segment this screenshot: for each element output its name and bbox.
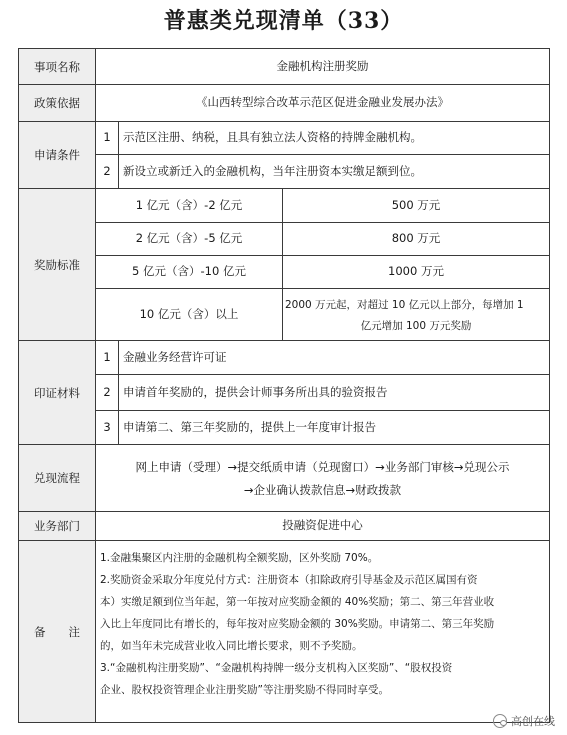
note-line: 2.奖励资金采取分年度兑付方式：注册资本（扣除政府引导基金及示范区属国有资 xyxy=(100,574,478,586)
watermark xyxy=(493,713,555,729)
tier-award: 800 万元 xyxy=(282,222,550,256)
condition-text: 示范区注册、纳税，且具有独立法人资格的持牌金融机构。 xyxy=(118,121,550,155)
condition-text: 新设立或新迁入的金融机构，当年注册资本实缴足额到位。 xyxy=(118,154,550,189)
process-label: 兑现流程 xyxy=(18,444,96,512)
condition-number: 1 xyxy=(95,121,119,155)
note-line: 1.金融集聚区内注册的金融机构全额奖励，区外奖励 70%。 xyxy=(100,552,379,564)
policy-basis-value: 《山西转型综合改革示范区促进金融业发展办法》 xyxy=(95,84,550,122)
process-flow xyxy=(95,444,550,512)
item-name-value: 金融机构注册奖励 xyxy=(95,48,550,85)
material-number: 2 xyxy=(95,374,119,411)
material-text: 申请首年奖励的，提供会计师事务所出具的验资报告 xyxy=(118,374,550,411)
material-text: 金融业务经营许可证 xyxy=(118,340,550,375)
note-line: 的，如当年未完成营业收入同比增长要求，则不予奖励。 xyxy=(100,640,363,652)
tier-award xyxy=(282,288,550,341)
watermark-text: 高创在线 xyxy=(511,715,555,728)
tier-award: 500 万元 xyxy=(282,188,550,223)
note-line: 入比上年度同比有增长的，每年按对应奖励金额的 30%奖励。申请第二、第三年奖励 xyxy=(100,618,495,630)
notes-label: 备 注 xyxy=(18,540,96,723)
department-label: 业务部门 xyxy=(18,511,96,541)
conditions-label: 申请条件 xyxy=(18,121,96,189)
item-name-label: 事项名称 xyxy=(18,48,96,85)
material-number: 1 xyxy=(95,340,119,375)
note-line: 企业、股权投资管理企业注册奖励”等注册奖励不得同时享受。 xyxy=(100,684,389,696)
process-line: 网上申请（受理）→提交纸质申请（兑现窗口）→业务部门审核→兑现公示 xyxy=(135,460,510,474)
tier-range: 2 亿元（含）-5 亿元 xyxy=(95,222,283,256)
tier-award-line: 亿元增加 100 万元奖励 xyxy=(360,320,472,332)
tier-award: 1000 万元 xyxy=(282,255,550,289)
process-line: →企业确认拨款信息→财政拨款 xyxy=(243,483,402,497)
wechat-icon xyxy=(493,714,507,728)
material-number: 3 xyxy=(95,410,119,445)
tier-award-line: 2000 万元起，对超过 10 亿元以上部分，每增加 1 xyxy=(285,299,524,311)
tier-range: 5 亿元（含）-10 亿元 xyxy=(95,255,283,289)
condition-number: 2 xyxy=(95,154,119,189)
tier-range: 10 亿元（含）以上 xyxy=(95,288,283,341)
materials-label: 印证材料 xyxy=(18,340,96,445)
note-line: 本）实缴足额到位当年起，第一年按对应奖励金额的 40%奖励；第二、第三年营业收 xyxy=(100,596,495,608)
policy-basis-label: 政策依据 xyxy=(18,84,96,122)
page-title: 普惠类兑现清单（33） xyxy=(163,8,404,34)
tier-range: 1 亿元（含）-2 亿元 xyxy=(95,188,283,223)
standards-label: 奖励标准 xyxy=(18,188,96,341)
material-text: 申请第二、第三年奖励的，提供上一年度审计报告 xyxy=(118,410,550,445)
department-value: 投融资促进中心 xyxy=(95,511,550,541)
notes-content xyxy=(95,540,550,723)
note-line: 3.“金融机构注册奖励”、“金融机构持牌一级分支机构入区奖励”、“股权投资 xyxy=(100,662,453,674)
